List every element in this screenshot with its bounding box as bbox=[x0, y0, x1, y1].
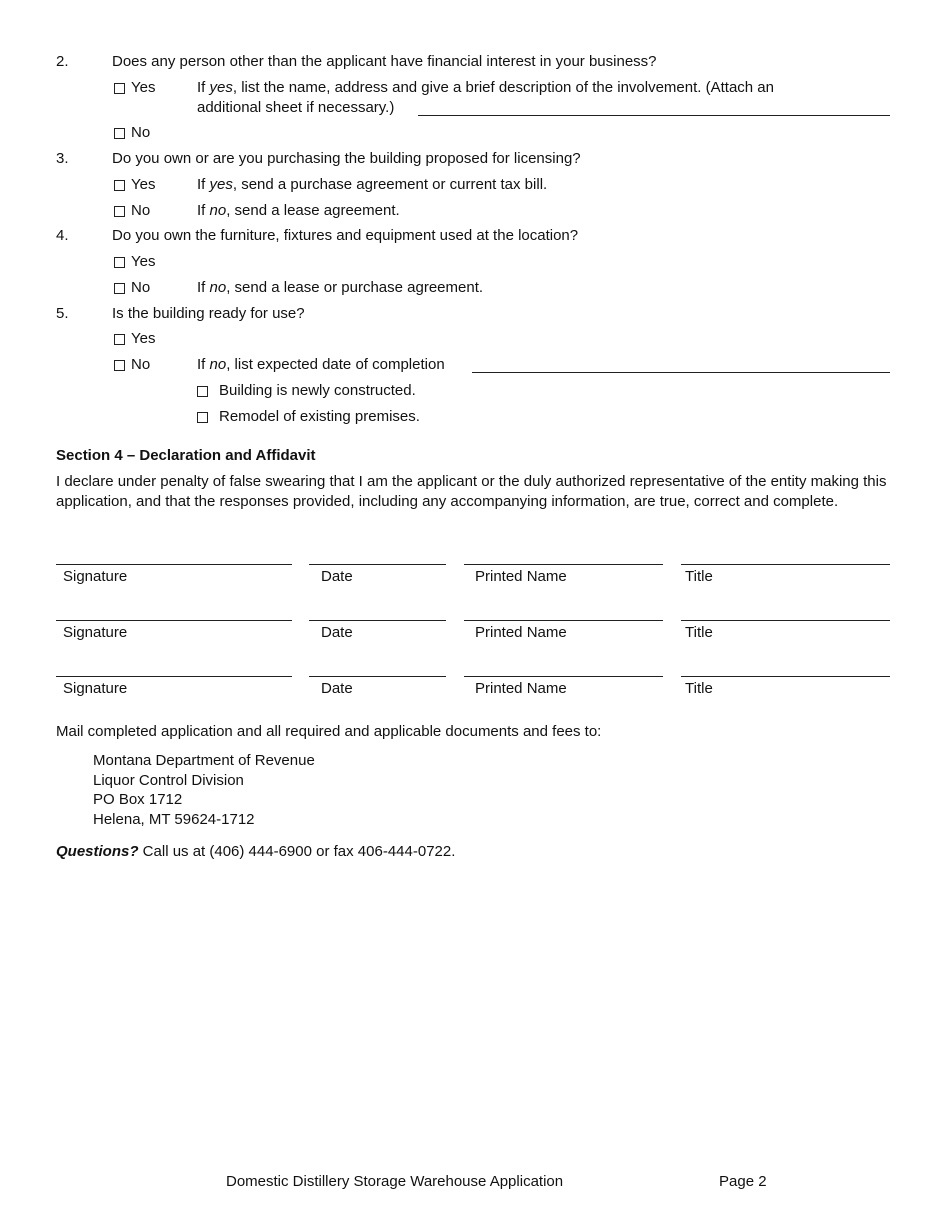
question-2-yes-note-line2: additional sheet if necessary.) bbox=[197, 99, 395, 116]
checkbox[interactable] bbox=[114, 283, 125, 294]
option-label: No bbox=[131, 356, 151, 373]
checkbox[interactable] bbox=[114, 360, 125, 371]
signature-label: Signature bbox=[63, 624, 128, 641]
option-label: No bbox=[131, 124, 151, 141]
question-5-no-option[interactable] bbox=[114, 355, 150, 375]
question-2-no-option[interactable] bbox=[114, 123, 150, 143]
signature-field[interactable] bbox=[56, 564, 292, 565]
checkbox[interactable] bbox=[114, 180, 125, 191]
sub-option-remodel[interactable] bbox=[197, 407, 420, 427]
printed-name-label: Printed Name bbox=[475, 624, 567, 641]
printed-name-field[interactable] bbox=[464, 620, 663, 621]
signature-field[interactable] bbox=[56, 620, 292, 621]
contact-line bbox=[56, 842, 455, 862]
address-line: Montana Department of Revenue bbox=[93, 752, 315, 769]
date-label: Date bbox=[321, 624, 353, 641]
option-label: No bbox=[131, 202, 151, 219]
question-4-yes-option[interactable] bbox=[114, 252, 155, 272]
option-label: No bbox=[131, 279, 151, 296]
footer-form-title: Domestic Distillery Storage Warehouse Application bbox=[226, 1173, 564, 1190]
question-5-number: 5. bbox=[56, 305, 69, 322]
question-2-yes-option[interactable] bbox=[114, 78, 155, 98]
contact-text: Call us at (406) 444-6900 or fax 406-444-0722. bbox=[138, 843, 456, 860]
option-label: Yes bbox=[131, 176, 156, 193]
date-field[interactable] bbox=[309, 620, 446, 621]
footer-page-number: Page 2 bbox=[719, 1173, 767, 1190]
option-label: Building is newly constructed. bbox=[219, 382, 416, 399]
question-5-no-note: If no, list expected date of completion bbox=[197, 356, 445, 373]
signature-label: Signature bbox=[63, 568, 128, 585]
title-label: Title bbox=[685, 568, 713, 585]
question-3-yes-note: If yes, send a purchase agreement or current tax bill. bbox=[197, 176, 548, 193]
question-3-yes-option[interactable] bbox=[114, 175, 155, 195]
question-2-text: Does any person other than the applicant have financial interest in your business? bbox=[112, 53, 657, 70]
printed-name-field[interactable] bbox=[464, 564, 663, 565]
date-label: Date bbox=[321, 680, 353, 697]
sub-option-new-construction[interactable] bbox=[197, 381, 416, 401]
signature-field[interactable] bbox=[56, 676, 292, 677]
signature-label: Signature bbox=[63, 680, 128, 697]
question-4-text: Do you own the furniture, fixtures and equipment used at the location? bbox=[112, 227, 579, 244]
address-line: Liquor Control Division bbox=[93, 772, 244, 789]
checkbox[interactable] bbox=[114, 128, 125, 139]
question-4-number: 4. bbox=[56, 227, 69, 244]
completion-date-field[interactable] bbox=[472, 372, 890, 373]
title-field[interactable] bbox=[681, 676, 890, 677]
mailing-intro: Mail completed application and all required and applicable documents and fees to: bbox=[56, 723, 602, 740]
question-4-no-option[interactable] bbox=[114, 278, 150, 298]
checkbox[interactable] bbox=[114, 257, 125, 268]
checkbox[interactable] bbox=[114, 206, 125, 217]
checkbox[interactable] bbox=[197, 386, 208, 397]
question-3-no-note: If no, send a lease agreement. bbox=[197, 202, 400, 219]
question-2-involvement-field[interactable] bbox=[418, 115, 890, 116]
address-line: Helena, MT 59624-1712 bbox=[93, 811, 255, 828]
title-label: Title bbox=[685, 680, 713, 697]
question-3-text: Do you own or are you purchasing the building proposed for licensing? bbox=[112, 150, 581, 167]
address-line: PO Box 1712 bbox=[93, 791, 183, 808]
printed-name-label: Printed Name bbox=[475, 568, 567, 585]
section-4-heading: Section 4 – Declaration and Affidavit bbox=[56, 447, 316, 464]
title-field[interactable] bbox=[681, 620, 890, 621]
question-5-yes-option[interactable] bbox=[114, 329, 155, 349]
title-field[interactable] bbox=[681, 564, 890, 565]
option-label: Remodel of existing premises. bbox=[219, 408, 420, 425]
checkbox[interactable] bbox=[197, 412, 208, 423]
option-label: Yes bbox=[131, 253, 156, 270]
question-2-yes-note: If yes, list the name, address and give a brief description of the involvement. (Attach an bbox=[197, 79, 774, 96]
questions-label: Questions? bbox=[56, 843, 139, 860]
date-label: Date bbox=[321, 568, 353, 585]
option-label: Yes bbox=[131, 330, 156, 347]
question-3-no-option[interactable] bbox=[114, 201, 150, 221]
option-label: Yes bbox=[131, 79, 156, 96]
printed-name-label: Printed Name bbox=[475, 680, 567, 697]
date-field[interactable] bbox=[309, 564, 446, 565]
checkbox[interactable] bbox=[114, 83, 125, 94]
date-field[interactable] bbox=[309, 676, 446, 677]
declaration-text: I declare under penalty of false swearing that I am the applicant or the duly authorized representative of the entity making this application, and that the responses provided, including any accompanying information, are true, correct and complete. bbox=[56, 473, 887, 510]
question-5-text: Is the building ready for use? bbox=[112, 305, 305, 322]
question-4-no-note: If no, send a lease or purchase agreement. bbox=[197, 279, 484, 296]
printed-name-field[interactable] bbox=[464, 676, 663, 677]
title-label: Title bbox=[685, 624, 713, 641]
checkbox[interactable] bbox=[114, 334, 125, 345]
question-3-number: 3. bbox=[56, 150, 69, 167]
question-2-number: 2. bbox=[56, 53, 69, 70]
